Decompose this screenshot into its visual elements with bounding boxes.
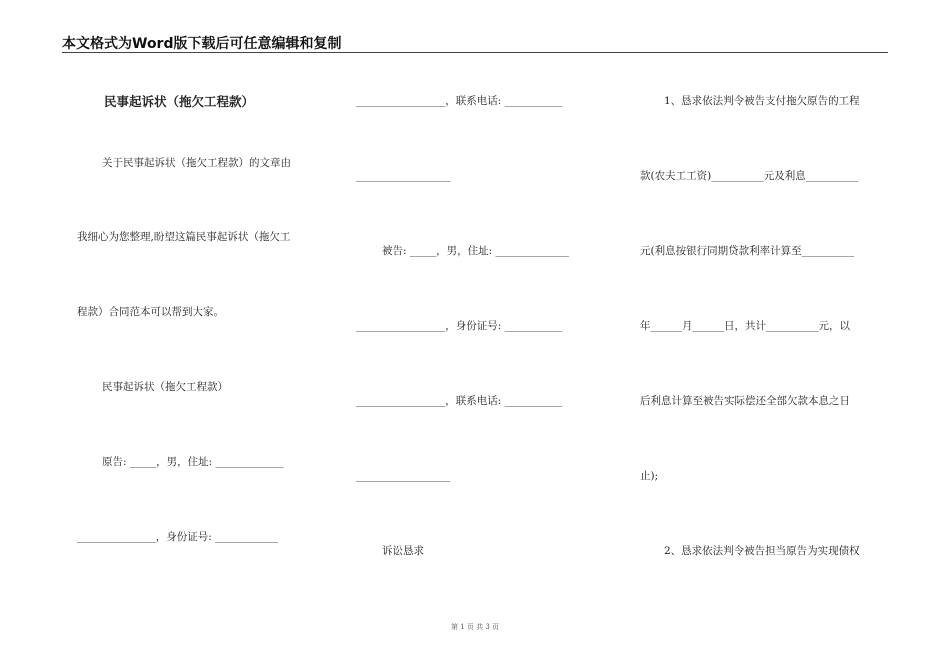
- col3-line-7: 2、恳求依法判令被告担当原告为实现债权: [664, 545, 860, 557]
- col2-line-2: __________________: [356, 170, 451, 182]
- col2-line-5: _________________，联系电话: ___________: [356, 395, 563, 407]
- col1-line-3: 程款）合同范本可以帮到大家。: [77, 306, 224, 318]
- col3-line-6: 止);: [640, 470, 659, 482]
- col1-line-6: _______________，身份证号: ____________: [77, 531, 279, 543]
- header-rule: [62, 52, 888, 53]
- col1-line-2: 我细心为您整理,盼望这篇民事起诉状（拖欠工: [77, 231, 291, 243]
- col1-line-4: 民事起诉状（拖欠工程款）: [102, 381, 228, 393]
- col2-line-1: _________________，联系电话: ___________: [356, 95, 563, 107]
- page-header-title: 本文格式为Word版下载后可任意编辑和复制: [62, 36, 342, 52]
- col2-line-4: _________________，身份证号: ___________: [356, 320, 563, 332]
- col3-line-2: 款(农夫工工资)__________元及利息__________: [640, 170, 859, 182]
- col1-line-5: 原告: _____，男，住址: _____________: [102, 456, 284, 468]
- col3-line-5: 后利息计算至被告实际偿还全部欠款本息之日: [640, 395, 850, 407]
- col3-line-4: 年______月______日，共计__________元，以: [640, 320, 850, 332]
- col2-line-3: 被告: _____，男，住址: ______________: [382, 245, 570, 257]
- col3-line-1: 1、恳求依法判令被告支付拖欠原告的工程: [664, 95, 860, 107]
- document-title: 民事起诉状（拖欠工程款）: [104, 94, 255, 109]
- col2-line-7: 诉讼恳求: [382, 545, 424, 557]
- page-footer: 第 1 页 共 3 页: [450, 623, 500, 631]
- col2-line-6: __________________: [356, 470, 451, 482]
- col3-line-3: 元(利息按银行同期贷款利率计算至__________: [640, 245, 855, 257]
- col1-line-1: 关于民事起诉状（拖欠工程款）的文章由: [102, 157, 291, 169]
